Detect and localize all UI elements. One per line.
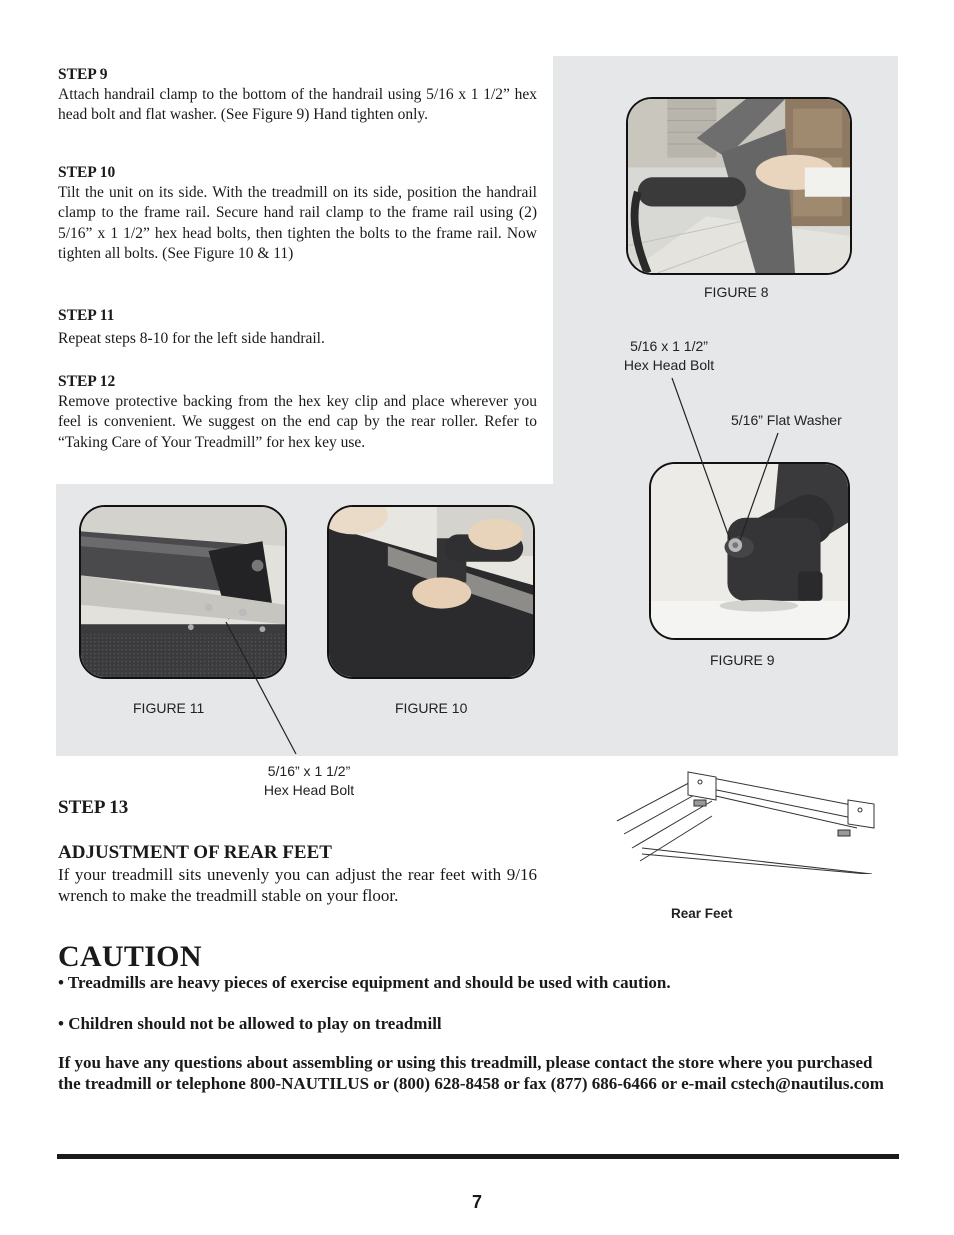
step-11-heading: STEP 11 <box>58 307 115 324</box>
rear-feet-caption: Rear Feet <box>671 906 733 921</box>
hex-bolt-callout-top <box>614 337 724 375</box>
step-11 <box>58 306 537 349</box>
figure-11-caption: FIGURE 11 <box>133 700 205 716</box>
hex-bolt-callout-bottom-line1: 5/16” x 1 1/2” <box>267 763 351 779</box>
figure-11-photo <box>79 505 287 679</box>
figure-10-photo <box>327 505 535 679</box>
rear-feet-subheading: ADJUSTMENT OF REAR FEET <box>58 842 332 863</box>
hex-bolt-callout-top-line2: Hex Head Bolt <box>623 357 715 373</box>
caution-title: CAUTION <box>58 940 202 973</box>
step-12 <box>58 372 537 453</box>
step-11-text: Repeat steps 8-10 for the left side handrail. <box>58 330 325 347</box>
hex-bolt-callout-top-line1: 5/16 x 1 1/2” <box>630 338 708 354</box>
caution-bullet-1: • Treadmills are heavy pieces of exercise equipment and should be used with caution. <box>58 973 671 992</box>
hex-bolt-callout-bottom <box>252 762 366 800</box>
step-10-heading: STEP 10 <box>58 164 116 181</box>
step-13-heading: STEP 13 <box>58 797 129 818</box>
step-10-text: Tilt the unit on its side. With the treadmill on its side, position the handrail clamp to the frame rail. Secure hand rail clamp to the frame rail using (2) 5/16” x 1 1/2” hex head bolts, then tighten the bolts to the frame rail. Now tighten all bolts. (See Figure 10 & 11) <box>58 184 537 262</box>
figure-8-caption: FIGURE 8 <box>704 284 769 300</box>
step-12-text: Remove protective backing from the hex key clip and place wherever you feel is convenient. We suggest on the end cap by the rear roller. Refer to “Taking Care of Your Treadmill” for hex key use. <box>58 393 537 451</box>
step-12-heading: STEP 12 <box>58 373 116 390</box>
hex-bolt-callout-bottom-line2: Hex Head Bolt <box>263 782 355 798</box>
contact-info: If you have any questions about assembling or using this treadmill, please contact the store where you purchased the treadmill or telephone 800-NAUTILUS or (800) 628-8458 or fax (877) 686-6466 or e-mail cstech@nautilus.com <box>58 1053 884 1093</box>
figure-9-photo <box>649 462 850 640</box>
page-number: 7 <box>471 1192 482 1212</box>
figure-8-photo <box>626 97 852 275</box>
caution-bullet-2: • Children should not be allowed to play on treadmill <box>58 1014 442 1033</box>
figure-9-caption: FIGURE 9 <box>710 652 775 668</box>
step-9-heading: STEP 9 <box>58 66 108 83</box>
flat-washer-callout: 5/16” Flat Washer <box>731 412 842 428</box>
step-9-text: Attach handrail clamp to the bottom of the handrail using 5/16 x 1 1/2” hex head bolt and flat washer. (See Figure 9) Hand tighten only. <box>58 86 537 124</box>
figure-10-caption: FIGURE 10 <box>395 700 468 716</box>
step-10 <box>58 163 537 264</box>
footer-rule <box>57 1154 899 1159</box>
step-9 <box>58 65 537 126</box>
rear-feet-drawing <box>612 766 892 874</box>
step-13-text: If your treadmill sits unevenly you can adjust the rear feet with 9/16 wrench to make the treadmill stable on your floor. <box>58 865 537 905</box>
